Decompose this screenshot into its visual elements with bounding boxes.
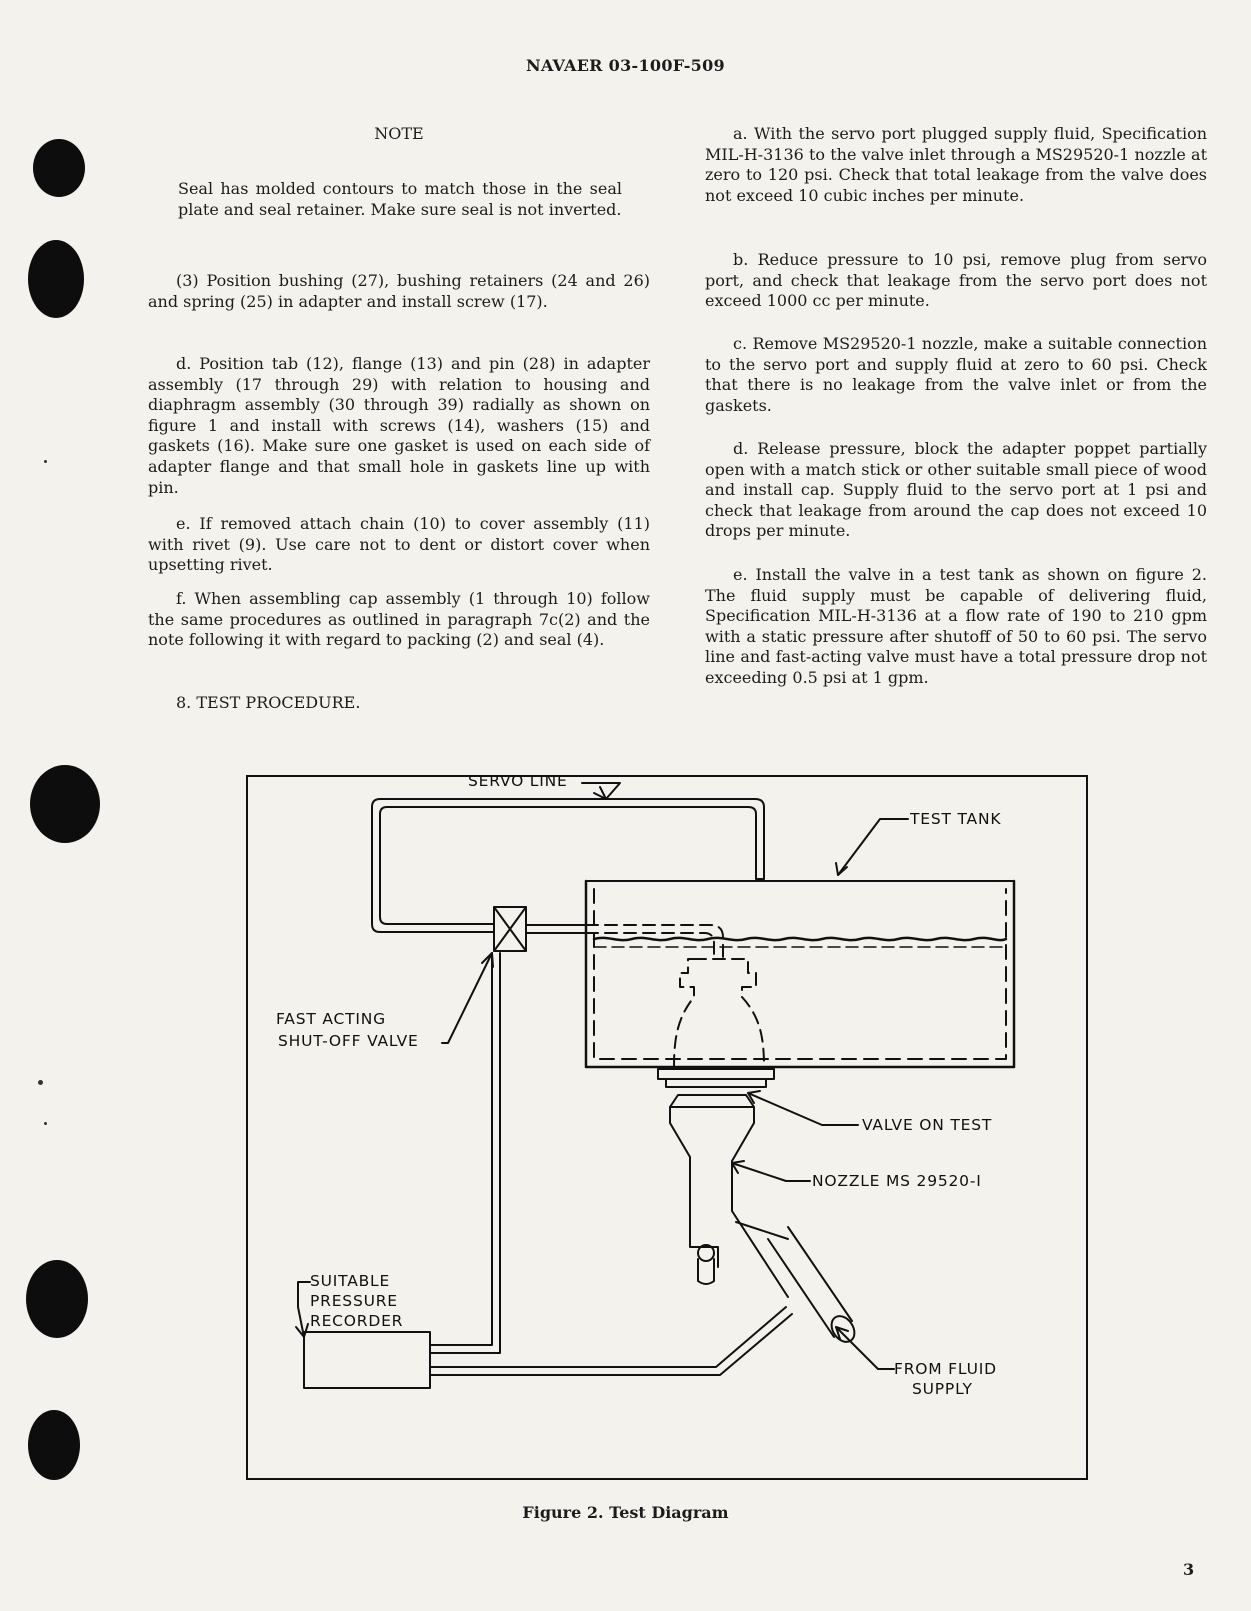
label-recorder-1: SUITABLE — [310, 1272, 391, 1290]
label-recorder-2: PRESSURE — [310, 1292, 398, 1310]
nozzle-body — [670, 1107, 788, 1297]
punch-hole — [30, 765, 100, 843]
paragraph-step-e: e. Install the valve in a test tank as shown on figure 2. The fluid supply must be capable of delivering fluid, Specification MIL-H-3136 at a flow rate of 190 to 210 gpm with a static pressure after shutoff of 50 to 60 psi. The servo line and fast-acting valve must have a total pressure drop not exceeding 0.5 psi at 1 gpm. — [705, 565, 1207, 687]
speck — [38, 1080, 43, 1085]
punch-hole — [28, 240, 84, 318]
drain-valve-handle — [698, 1259, 714, 1284]
label-recorder-3: RECORDER — [310, 1312, 404, 1330]
note-title: NOTE — [374, 124, 424, 143]
paragraph-step-e: e. If removed attach chain (10) to cover assembly (11) with rivet (9). Use care not to dent or distort cover when upsetting rivet. — [148, 514, 650, 575]
recorder-line — [430, 953, 500, 1353]
supply-pressure-line — [430, 1307, 786, 1367]
nozzle-top — [670, 1095, 754, 1107]
label-fluid-supply-2: SUPPLY — [912, 1380, 973, 1398]
paragraph-step-c: c. Remove MS29520-1 nozzle, make a suitable connection to the servo port and supply fluid at zero to 60 psi. Check that there is no leakage from the valve inlet or from the gaskets. — [705, 334, 1207, 415]
paragraph-step-a: a. With the servo port plugged supply fluid, Specification MIL-H-3136 to the valve inlet through a MS29520-1 nozzle at zero to 120 psi. Check that total leakage from the valve does not exceed 10 cubic inches per minute. — [705, 124, 1207, 205]
note-text: Seal has molded contours to match those in the seal plate and seal retainer. Make sure seal is not inverted. — [178, 179, 622, 219]
speck — [44, 460, 47, 463]
recorder-leader — [298, 1282, 310, 1337]
paragraph-step-b: b. Reduce pressure to 10 psi, remove plug from servo port, and check that leakage from the servo port does not exceed 1000 cc per minute. — [705, 250, 1207, 311]
document-header: NAVAER 03-100F-509 — [526, 56, 725, 75]
servo-line-inner — [380, 807, 756, 924]
servo-line-arrow — [594, 787, 606, 799]
label-test-tank: TEST TANK — [910, 810, 1002, 828]
label-servo-line: SERVO LINE — [468, 772, 568, 790]
speck — [44, 1122, 47, 1125]
servo-line-outer — [372, 799, 764, 932]
test-diagram-figure — [246, 772, 1088, 1480]
valve-flange-lower — [666, 1079, 766, 1087]
valve-on-test-leader — [748, 1093, 858, 1125]
figure-caption: Figure 2. Test Diagram — [522, 1503, 729, 1522]
paragraph-step-3: (3) Position bushing (27), bushing retainers (24 and 26) and spring (25) in adapter and install screw (17). — [148, 271, 650, 311]
recorder-line — [430, 953, 492, 1345]
shutoff-valve-leader — [442, 953, 492, 1043]
label-shutoff-valve-1: FAST ACTING — [276, 1010, 386, 1028]
fluid-surface — [594, 938, 1006, 940]
test-tank-inner — [594, 889, 1006, 1059]
test-tank-wall — [586, 881, 1014, 1067]
label-shutoff-valve-2: SHUT-OFF VALVE — [278, 1032, 419, 1050]
valve-flange — [658, 1069, 774, 1079]
punch-hole — [28, 1410, 80, 1480]
supply-leader — [836, 1327, 894, 1369]
paragraph-step-d: d. Release pressure, block the adapter poppet partially open with a match stick or other suitable small piece of wood and install cap. Supply fluid to the servo port at 1 psi and check that leakage from around the cap does not exceed 10 drops per minute. — [705, 439, 1207, 541]
label-valve-on-test: VALVE ON TEST — [862, 1116, 993, 1134]
label-nozzle: NOZZLE MS 29520-I — [812, 1172, 982, 1190]
pressure-recorder-box — [304, 1332, 430, 1388]
nozzle-leader — [732, 1163, 810, 1181]
valve-on-test-hidden — [674, 959, 764, 1067]
punch-hole — [26, 1260, 88, 1338]
servo-tube-hidden — [586, 925, 723, 959]
section-heading: 8. TEST PROCEDURE. — [176, 693, 361, 712]
label-fluid-supply-1: FROM FLUID — [894, 1360, 997, 1378]
paragraph-step-d: d. Position tab (12), flange (13) and pin (28) in adapter assembly (17 through 29) with relation to housing and diaphragm assembly (30 through 39) radially as shown on figure 1 and install with screws (14), washers (15) and gaskets (16). Make sure one gasket is used on each side of adapter flange and that small hole in gaskets line up with pin. — [148, 354, 650, 497]
supply-pipe — [768, 1227, 852, 1337]
test-tank-leader — [838, 819, 908, 875]
page-number: 3 — [1183, 1560, 1195, 1579]
punch-hole — [33, 139, 85, 197]
shutoff-valve-cross — [494, 907, 526, 951]
paragraph-step-f: f. When assembling cap assembly (1 through 10) follow the same procedures as outlined in paragraph 7c(2) and the note following it with regard to packing (2) and seal (4). — [148, 589, 650, 650]
